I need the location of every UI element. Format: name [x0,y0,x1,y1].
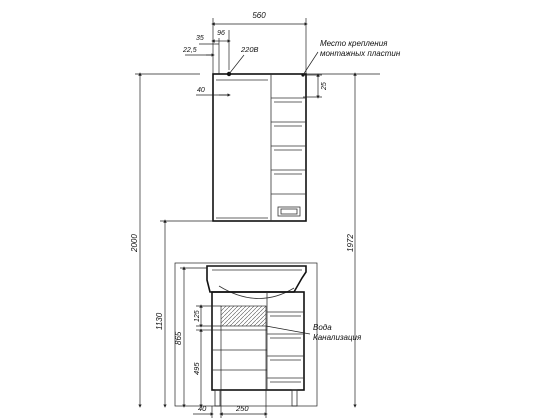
mount-line1: Место крепления [320,39,388,48]
dim-2000-label: 2000 [130,234,139,252]
water-label: Вода [313,323,332,332]
dim-25-label: 25 [321,82,328,90]
dim-40-bottom-label: 40 [198,404,207,413]
sewer-label: Канализация [313,333,362,342]
dim-865-label: 865 [174,331,183,345]
dim-865 [174,268,207,406]
dim-40-top-label: 40 [197,87,205,94]
dim-125 [194,306,221,326]
dim-22-5-label: 22,5 [183,47,197,54]
dim-35-label: 35 [196,35,204,42]
mirror-cabinet [213,72,306,221]
dim-width-560 [213,11,306,74]
dim-495-label: 495 [192,362,201,375]
dim-1130-label: 1130 [155,312,164,330]
plumbing-zone [221,306,266,326]
water-sewer-callout [266,323,362,342]
cabinet-shelves [271,98,306,194]
dim-560-label: 560 [252,11,266,20]
vanity-unit [175,263,317,406]
mount-line2: монтажных пластин [320,49,401,58]
vanity-legs [215,390,297,406]
mount-plate-callout [303,39,401,75]
dim-250-label: 250 [236,404,249,413]
dim-495 [192,330,212,406]
dim-offsets [182,30,259,74]
voltage-label: 220В [241,45,259,54]
dim-1972-label: 1972 [346,234,355,252]
dim-bottom [193,326,266,418]
dim-125-label: 125 [194,310,201,322]
dim-96-label: 96 [217,30,225,37]
